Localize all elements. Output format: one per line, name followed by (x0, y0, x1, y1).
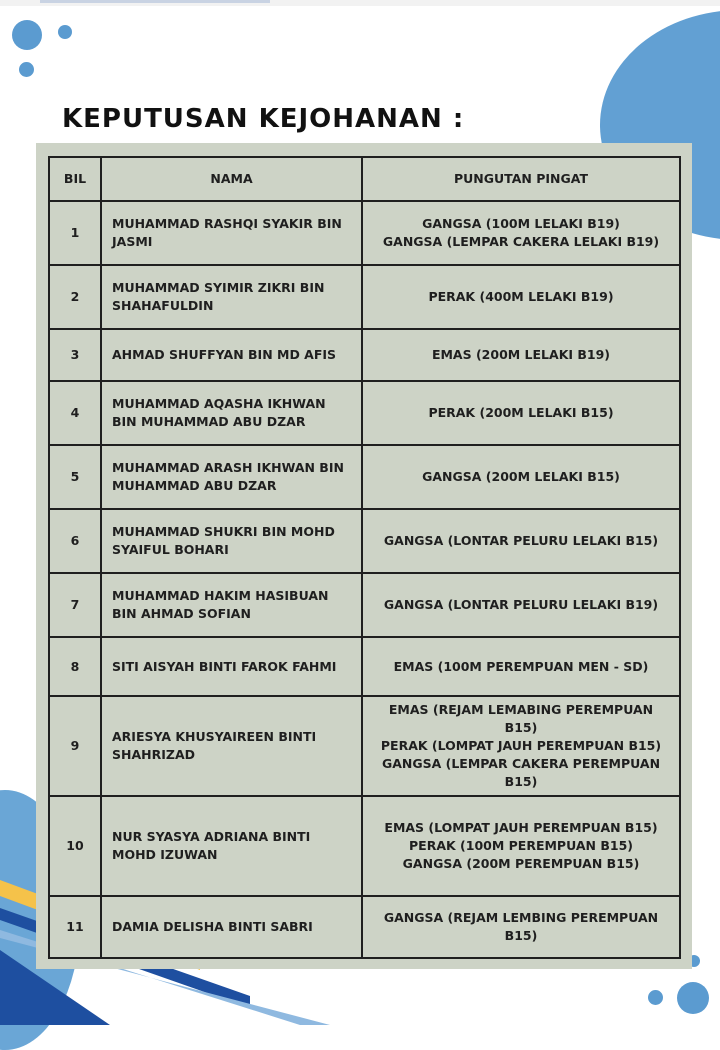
medal-line: GANGSA (200M LELAKI B15) (422, 469, 620, 484)
row-nama: MUHAMMAD SHUKRI BIN MOHD SYAIFUL BOHARI (101, 509, 362, 573)
medal-line: GANGSA (LEMPAR CAKERA LELAKI B19) (382, 234, 660, 249)
medal-line: EMAS (200M LELAKI B19) (431, 347, 611, 362)
row-nama: DAMIA DELISHA BINTI SABRI (101, 896, 362, 958)
row-pingat (362, 896, 680, 958)
row-nama: AHMAD SHUFFYAN BIN MD AFIS (101, 329, 362, 381)
row-bil: 6 (49, 509, 101, 573)
row-bil: 4 (49, 381, 101, 445)
row-nama: ARIESYA KHUSYAIREEN BINTI SHAHRIZAD (101, 696, 362, 796)
results-table (48, 156, 681, 959)
top-border-accent (40, 0, 270, 3)
row-nama: MUHAMMAD HAKIM HASIBUAN BIN AHMAD SOFIAN (101, 573, 362, 637)
row-bil: 7 (49, 573, 101, 637)
row-bil: 11 (49, 896, 101, 958)
row-nama: SITI AISYAH BINTI FAROK FAHMI (101, 637, 362, 696)
header-nama: NAMA (101, 157, 362, 201)
row-pingat (362, 696, 680, 796)
table-row (49, 573, 680, 637)
table-row (49, 696, 680, 796)
row-nama: MUHAMMAD AQASHA IKHWAN BIN MUHAMMAD ABU DZAR (101, 381, 362, 445)
header-bil: BIL (49, 157, 101, 201)
table-row (49, 509, 680, 573)
row-bil: 1 (49, 201, 101, 265)
row-bil: 8 (49, 637, 101, 696)
medal-line: EMAS (REJAM LEMABING PEREMPUAN B15) (388, 702, 654, 735)
row-bil: 10 (49, 796, 101, 896)
medal-line: GANGSA (REJAM LEMBING PEREMPUAN B15) (383, 910, 659, 943)
medal-line: EMAS (100M PEREMPUAN MEN - SD) (393, 658, 649, 674)
medal-line: PERAK (200M LELAKI B15) (428, 405, 614, 420)
table-row (49, 329, 680, 381)
table-row (49, 265, 680, 329)
medal-line: GANGSA (LEMPAR CAKERA PEREMPUAN B15) (381, 756, 661, 789)
decor-dot-bottom-right-large (677, 982, 709, 1014)
decor-dot-medium (19, 62, 34, 77)
decor-dot-small (58, 25, 72, 39)
table-row (49, 637, 680, 696)
row-bil: 9 (49, 696, 101, 796)
table-row (49, 796, 680, 896)
page-title: KEPUTUSAN KEJOHANAN : (62, 104, 465, 134)
row-pingat (362, 509, 680, 573)
medal-line: GANGSA (LONTAR PELURU LELAKI B19) (383, 597, 659, 612)
row-bil: 2 (49, 265, 101, 329)
decor-dot-bottom-right-small (648, 990, 663, 1005)
medal-line: PERAK (LOMPAT JAUH PEREMPUAN B15) (380, 738, 662, 753)
medal-line: EMAS (LOMPAT JAUH PEREMPUAN B15) (384, 820, 658, 835)
medal-line: PERAK (400M LELAKI B19) (428, 289, 614, 304)
header-pungutan-pingat: PUNGUTAN PINGAT (362, 157, 680, 201)
table-header-row (49, 157, 680, 201)
row-pingat (362, 329, 680, 381)
row-pingat (362, 201, 680, 265)
row-bil: 3 (49, 329, 101, 381)
decor-dot-large (12, 20, 42, 50)
table-row (49, 896, 680, 958)
row-pingat (362, 445, 680, 509)
medal-line: PERAK (100M PEREMPUAN B15) (409, 838, 633, 853)
row-pingat (362, 637, 680, 696)
medal-line: GANGSA (LONTAR PELURU LELAKI B15) (383, 533, 659, 548)
row-nama: MUHAMMAD SYIMIR ZIKRI BIN SHAHAFULDIN (101, 265, 362, 329)
table-row (49, 381, 680, 445)
row-nama: MUHAMMAD ARASH IKHWAN BIN MUHAMMAD ABU DZAR (101, 445, 362, 509)
table-row (49, 201, 680, 265)
row-pingat (362, 573, 680, 637)
row-pingat (362, 796, 680, 896)
medal-line: GANGSA (100M LELAKI B19) (422, 216, 620, 231)
row-nama: MUHAMMAD RASHQI SYAKIR BIN JASMI (101, 201, 362, 265)
row-pingat (362, 381, 680, 445)
medal-line: GANGSA (200M PEREMPUAN B15) (402, 856, 640, 871)
row-pingat (362, 265, 680, 329)
row-nama: NUR SYASYA ADRIANA BINTI MOHD IZUWAN (101, 796, 362, 896)
table-row (49, 445, 680, 509)
row-bil: 5 (49, 445, 101, 509)
